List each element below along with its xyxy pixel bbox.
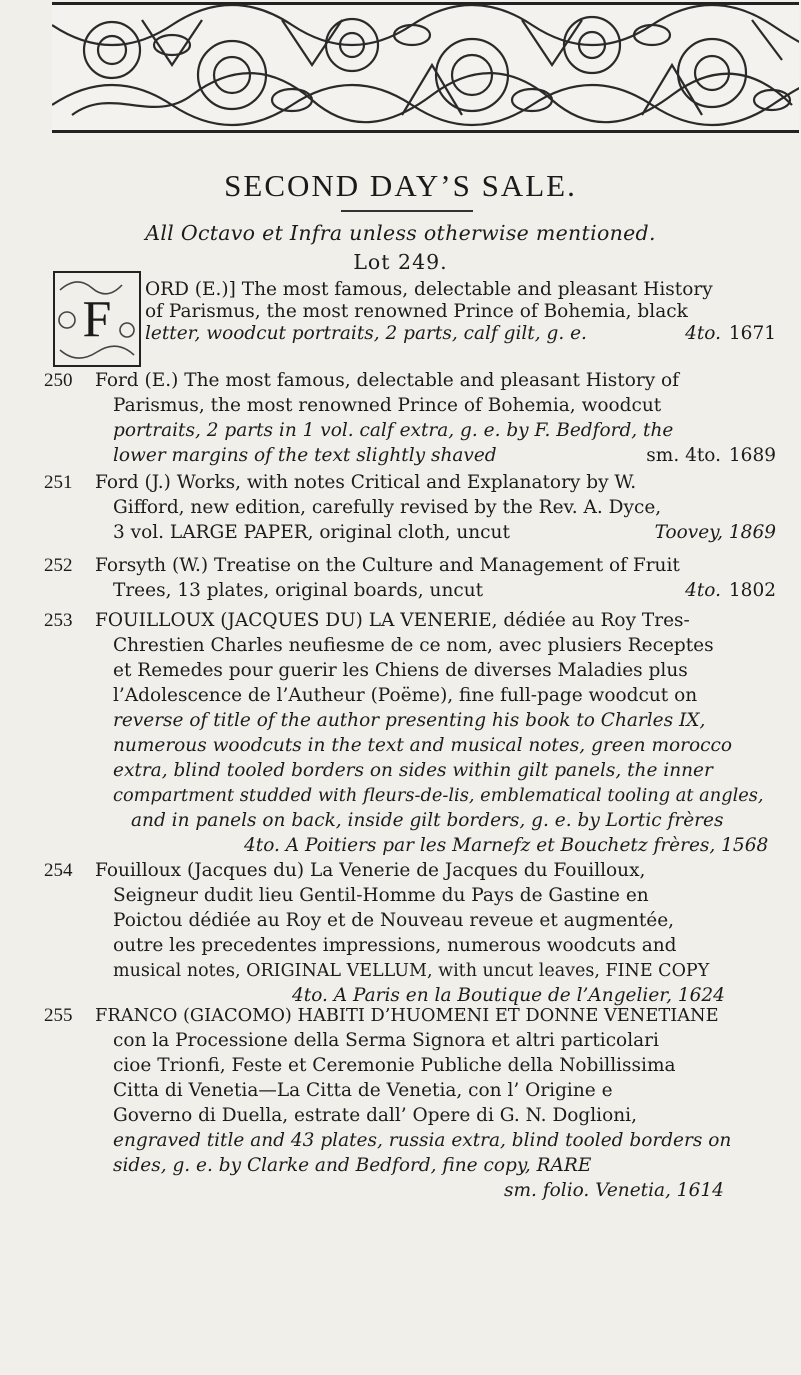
lot-heading: Lot 249. (353, 250, 448, 274)
ornament-pattern-icon (52, 5, 799, 130)
lot-number: 252 (44, 555, 73, 576)
initial-letter-ornament-icon (52, 270, 142, 368)
lot-number: 254 (44, 860, 73, 881)
initial-letter: F (82, 291, 112, 348)
ornamental-headpiece (52, 2, 799, 133)
lot-number: 251 (44, 472, 73, 493)
lot-number: 255 (44, 1005, 73, 1026)
decorated-initial (52, 270, 142, 368)
page-subtitle: All Octavo et Infra unless otherwise mentioned. (145, 221, 656, 245)
title-divider (341, 210, 473, 212)
page-title: SECOND DAY’S SALE. (224, 168, 577, 203)
lot-number: 253 (44, 610, 73, 631)
lot-number: 250 (44, 370, 73, 391)
